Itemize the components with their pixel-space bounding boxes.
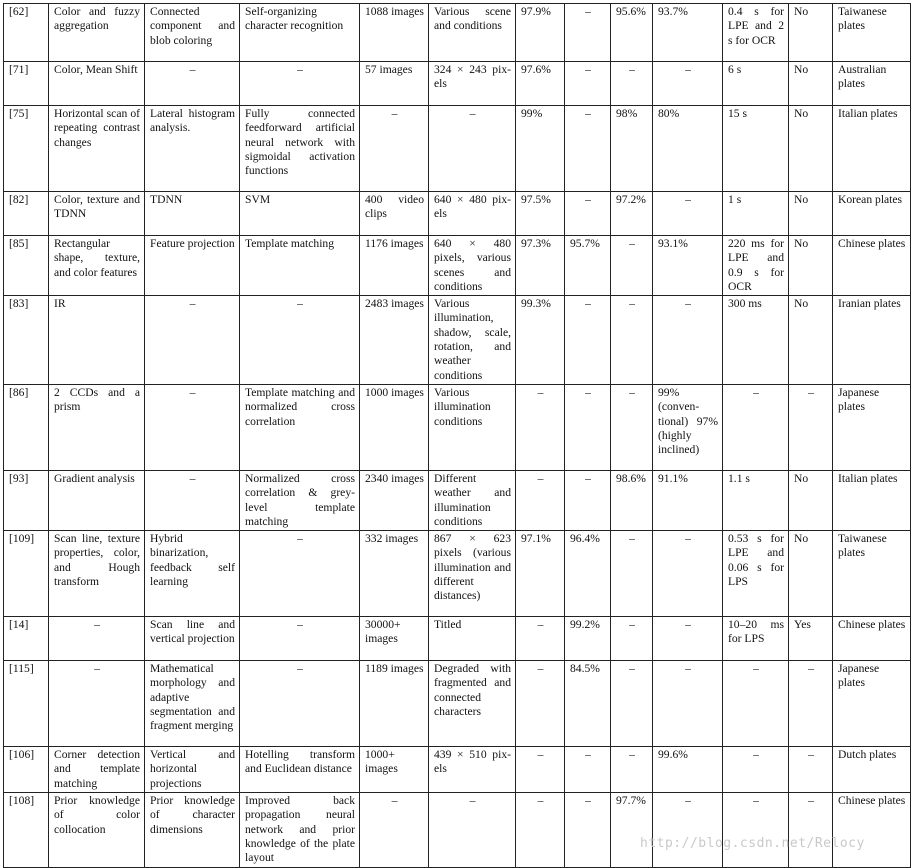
cell-processing-time: – bbox=[723, 793, 789, 867]
cell-recognition-method: – bbox=[240, 661, 360, 747]
cell-overall-rate: 91.1% bbox=[653, 470, 723, 530]
table-row bbox=[4, 236, 911, 296]
cell-recognition-rate: – bbox=[611, 296, 653, 385]
cell-segmentation-method: Prior knowledge of character dimensions bbox=[145, 793, 240, 867]
cell-recognition-rate: 98% bbox=[611, 106, 653, 192]
cell-extraction-rate: 97.5% bbox=[516, 192, 565, 236]
cell-overall-rate: – bbox=[653, 192, 723, 236]
cell-plate-type: Japanese plates bbox=[833, 384, 911, 470]
cell-segmentation-rate: – bbox=[565, 793, 611, 867]
table-body bbox=[4, 4, 911, 868]
cell-real-time: No bbox=[789, 236, 833, 296]
cell-segmentation-rate: – bbox=[565, 296, 611, 385]
cell-processing-time: 10–20 ms for LPS bbox=[723, 617, 789, 661]
cell-extraction-rate: – bbox=[516, 617, 565, 661]
cell-processing-time: 0.53 s for LPE and 0.06 s for LPS bbox=[723, 531, 789, 617]
cell-overall-rate: – bbox=[653, 62, 723, 106]
cell-processing-time: 220 ms for LPE and 0.9 s for OCR bbox=[723, 236, 789, 296]
cell-segmentation-method: Feature projection bbox=[145, 236, 240, 296]
cell-image-conditions: 867 × 623 pixels (various illumination and different distances) bbox=[429, 531, 516, 617]
cell-recognition-rate: 95.6% bbox=[611, 4, 653, 62]
cell-recognition-method: Hotelling transform and Euclidean distance bbox=[240, 747, 360, 793]
cell-recognition-method: Fully connected feedforward artificial neural network with sigmoidal activation functions bbox=[240, 106, 360, 192]
cell-reference: [109] bbox=[4, 531, 49, 617]
cell-segmentation-method: Hybrid binarization, feedback self learning bbox=[145, 531, 240, 617]
table-row bbox=[4, 296, 911, 385]
cell-recognition-method: Normalized cross correlation & grey-level template matching bbox=[240, 470, 360, 530]
cell-extraction-rate: – bbox=[516, 747, 565, 793]
cell-plate-type: Dutch plates bbox=[833, 747, 911, 793]
cell-extraction-features: Prior knowledge of color collocation bbox=[49, 793, 145, 867]
cell-segmentation-rate: – bbox=[565, 4, 611, 62]
cell-processing-time: 6 s bbox=[723, 62, 789, 106]
cell-reference: [82] bbox=[4, 192, 49, 236]
cell-segmentation-rate: – bbox=[565, 106, 611, 192]
cell-recognition-rate: – bbox=[611, 661, 653, 747]
cell-real-time: – bbox=[789, 384, 833, 470]
table-row bbox=[4, 531, 911, 617]
cell-segmentation-rate: 95.7% bbox=[565, 236, 611, 296]
cell-image-conditions: 324 × 243 pixels bbox=[429, 62, 516, 106]
cell-processing-time: – bbox=[723, 661, 789, 747]
cell-processing-time: 1 s bbox=[723, 192, 789, 236]
cell-overall-rate: – bbox=[653, 617, 723, 661]
cell-real-time: – bbox=[789, 747, 833, 793]
cell-segmentation-method: Scan line and vertical projection bbox=[145, 617, 240, 661]
cell-database-size: 1000 images bbox=[360, 384, 429, 470]
cell-real-time: Yes bbox=[789, 617, 833, 661]
cell-recognition-rate: – bbox=[611, 617, 653, 661]
cell-processing-time: 15 s bbox=[723, 106, 789, 192]
cell-real-time: No bbox=[789, 62, 833, 106]
cell-image-conditions: Different weather and illumination conditions bbox=[429, 470, 516, 530]
cell-plate-type: Chinese plates bbox=[833, 793, 911, 867]
cell-plate-type: Korean plates bbox=[833, 192, 911, 236]
cell-segmentation-rate: – bbox=[565, 192, 611, 236]
cell-real-time: – bbox=[789, 793, 833, 867]
cell-processing-time: 0.4 s for LPE and 2 s for OCR bbox=[723, 4, 789, 62]
table-row bbox=[4, 192, 911, 236]
cell-segmentation-method: – bbox=[145, 384, 240, 470]
cell-segmentation-rate: – bbox=[565, 62, 611, 106]
table-row bbox=[4, 384, 911, 470]
cell-segmentation-rate: 84.5% bbox=[565, 661, 611, 747]
cell-plate-type: Taiwanese plates bbox=[833, 531, 911, 617]
cell-extraction-rate: – bbox=[516, 384, 565, 470]
cell-overall-rate: – bbox=[653, 531, 723, 617]
table-row bbox=[4, 106, 911, 192]
cell-image-conditions: Various illumination, shadow, scale, rotation, and weather conditions bbox=[429, 296, 516, 385]
cell-extraction-rate: 97.3% bbox=[516, 236, 565, 296]
cell-recognition-method: Self-organizing character recognition bbox=[240, 4, 360, 62]
cell-real-time: No bbox=[789, 106, 833, 192]
cell-recognition-rate: 98.6% bbox=[611, 470, 653, 530]
cell-reference: [83] bbox=[4, 296, 49, 385]
cell-extraction-features: Corner detection and template matching bbox=[49, 747, 145, 793]
cell-reference: [85] bbox=[4, 236, 49, 296]
cell-plate-type: Italian plates bbox=[833, 470, 911, 530]
cell-database-size: 400 video clips bbox=[360, 192, 429, 236]
cell-database-size: 332 images bbox=[360, 531, 429, 617]
cell-image-conditions: 640 × 480 pixels bbox=[429, 192, 516, 236]
cell-extraction-features: Horizontal scan of repeating contrast changes bbox=[49, 106, 145, 192]
cell-extraction-rate: – bbox=[516, 793, 565, 867]
cell-database-size: 2483 images bbox=[360, 296, 429, 385]
cell-extraction-features: IR bbox=[49, 296, 145, 385]
cell-plate-type: Taiwanese plates bbox=[833, 4, 911, 62]
cell-segmentation-rate: – bbox=[565, 384, 611, 470]
cell-reference: [106] bbox=[4, 747, 49, 793]
cell-extraction-rate: 99% bbox=[516, 106, 565, 192]
cell-database-size: 1189 images bbox=[360, 661, 429, 747]
cell-reference: [14] bbox=[4, 617, 49, 661]
table-row bbox=[4, 793, 911, 867]
cell-extraction-features: – bbox=[49, 617, 145, 661]
cell-database-size: 57 images bbox=[360, 62, 429, 106]
cell-database-size: – bbox=[360, 106, 429, 192]
cell-real-time: No bbox=[789, 296, 833, 385]
cell-recognition-method: – bbox=[240, 62, 360, 106]
cell-image-conditions: 439 × 510 pixels bbox=[429, 747, 516, 793]
cell-segmentation-rate: 99.2% bbox=[565, 617, 611, 661]
cell-processing-time: – bbox=[723, 747, 789, 793]
cell-reference: [93] bbox=[4, 470, 49, 530]
cell-processing-time: – bbox=[723, 384, 789, 470]
cell-recognition-rate: – bbox=[611, 384, 653, 470]
cell-real-time: No bbox=[789, 192, 833, 236]
cell-extraction-rate: 97.6% bbox=[516, 62, 565, 106]
cell-overall-rate: 99% (conventional) 97% (highly inclined) bbox=[653, 384, 723, 470]
cell-recognition-rate: – bbox=[611, 62, 653, 106]
cell-real-time: No bbox=[789, 470, 833, 530]
table-row bbox=[4, 617, 911, 661]
cell-processing-time: 300 ms bbox=[723, 296, 789, 385]
cell-extraction-rate: – bbox=[516, 470, 565, 530]
cell-segmentation-rate: – bbox=[565, 747, 611, 793]
cell-extraction-features: Scan line, texture properties, color, and Hough transform bbox=[49, 531, 145, 617]
cell-extraction-features: Gradient analysis bbox=[49, 470, 145, 530]
cell-database-size: – bbox=[360, 793, 429, 867]
table-row bbox=[4, 661, 911, 747]
cell-plate-type: Italian plates bbox=[833, 106, 911, 192]
cell-image-conditions: Various illumination conditions bbox=[429, 384, 516, 470]
cell-reference: [75] bbox=[4, 106, 49, 192]
cell-segmentation-method: Lateral histogram analysis. bbox=[145, 106, 240, 192]
cell-overall-rate: 80% bbox=[653, 106, 723, 192]
cell-segmentation-method: Connected component and blob coloring bbox=[145, 4, 240, 62]
cell-overall-rate: 99.6% bbox=[653, 747, 723, 793]
cell-database-size: 1000+ images bbox=[360, 747, 429, 793]
watermark: http://blog.csdn.net/Relocy bbox=[640, 836, 865, 851]
cell-reference: [115] bbox=[4, 661, 49, 747]
cell-segmentation-method: Mathematical morphology and adaptive segmentation and fragment merging bbox=[145, 661, 240, 747]
cell-extraction-features: Color, Mean Shift bbox=[49, 62, 145, 106]
cell-image-conditions: Various scene and conditions bbox=[429, 4, 516, 62]
cell-extraction-features: – bbox=[49, 661, 145, 747]
cell-plate-type: Chinese plates bbox=[833, 236, 911, 296]
cell-recognition-method: – bbox=[240, 296, 360, 385]
cell-recognition-rate: 97.2% bbox=[611, 192, 653, 236]
cell-extraction-features: 2 CCDs and a prism bbox=[49, 384, 145, 470]
cell-recognition-method: Template matching bbox=[240, 236, 360, 296]
cell-overall-rate: – bbox=[653, 296, 723, 385]
table-row bbox=[4, 747, 911, 793]
cell-recognition-rate: – bbox=[611, 531, 653, 617]
cell-extraction-features: Rectangular shape, texture, and color features bbox=[49, 236, 145, 296]
cell-image-conditions: Titled bbox=[429, 617, 516, 661]
cell-database-size: 1088 images bbox=[360, 4, 429, 62]
cell-image-conditions: – bbox=[429, 793, 516, 867]
cell-database-size: 1176 images bbox=[360, 236, 429, 296]
cell-segmentation-rate: – bbox=[565, 470, 611, 530]
cell-image-conditions: 640 × 480 pixels, various scenes and conditions bbox=[429, 236, 516, 296]
cell-processing-time: 1.1 s bbox=[723, 470, 789, 530]
cell-reference: [86] bbox=[4, 384, 49, 470]
cell-extraction-features: Color and fuzzy aggregation bbox=[49, 4, 145, 62]
cell-recognition-rate: – bbox=[611, 236, 653, 296]
cell-plate-type: Chinese plates bbox=[833, 617, 911, 661]
cell-recognition-method: SVM bbox=[240, 192, 360, 236]
table-row bbox=[4, 470, 911, 530]
cell-segmentation-method: – bbox=[145, 470, 240, 530]
cell-extraction-rate: 97.9% bbox=[516, 4, 565, 62]
cell-extraction-rate: – bbox=[516, 661, 565, 747]
cell-image-conditions: Degraded with fragmented and connected characters bbox=[429, 661, 516, 747]
cell-extraction-features: Color, texture and TDNN bbox=[49, 192, 145, 236]
cell-reference: [108] bbox=[4, 793, 49, 867]
cell-segmentation-method: TDNN bbox=[145, 192, 240, 236]
cell-extraction-rate: 99.3% bbox=[516, 296, 565, 385]
cell-reference: [71] bbox=[4, 62, 49, 106]
cell-plate-type: Japanese plates bbox=[833, 661, 911, 747]
cell-real-time: – bbox=[789, 661, 833, 747]
cell-overall-rate: 93.7% bbox=[653, 4, 723, 62]
cell-segmentation-rate: 96.4% bbox=[565, 531, 611, 617]
cell-recognition-method: Improved back propagation neural network and prior knowledge of the plate layout bbox=[240, 793, 360, 867]
cell-segmentation-method: Vertical and horizontal projections bbox=[145, 747, 240, 793]
comparison-table bbox=[3, 3, 911, 868]
cell-real-time: No bbox=[789, 4, 833, 62]
cell-plate-type: Iranian plates bbox=[833, 296, 911, 385]
cell-plate-type: Australian plates bbox=[833, 62, 911, 106]
cell-overall-rate: 93.1% bbox=[653, 236, 723, 296]
cell-real-time: No bbox=[789, 531, 833, 617]
cell-overall-rate: – bbox=[653, 793, 723, 867]
cell-recognition-rate: 97.7% bbox=[611, 793, 653, 867]
table-row bbox=[4, 4, 911, 62]
cell-extraction-rate: 97.1% bbox=[516, 531, 565, 617]
cell-recognition-method: Template matching and normalized cross correlation bbox=[240, 384, 360, 470]
cell-overall-rate: – bbox=[653, 661, 723, 747]
cell-database-size: 30000+ images bbox=[360, 617, 429, 661]
cell-image-conditions: – bbox=[429, 106, 516, 192]
cell-database-size: 2340 images bbox=[360, 470, 429, 530]
table-row bbox=[4, 62, 911, 106]
cell-segmentation-method: – bbox=[145, 296, 240, 385]
cell-recognition-method: – bbox=[240, 531, 360, 617]
cell-segmentation-method: – bbox=[145, 62, 240, 106]
cell-recognition-rate: – bbox=[611, 747, 653, 793]
cell-reference: [62] bbox=[4, 4, 49, 62]
cell-recognition-method: – bbox=[240, 617, 360, 661]
